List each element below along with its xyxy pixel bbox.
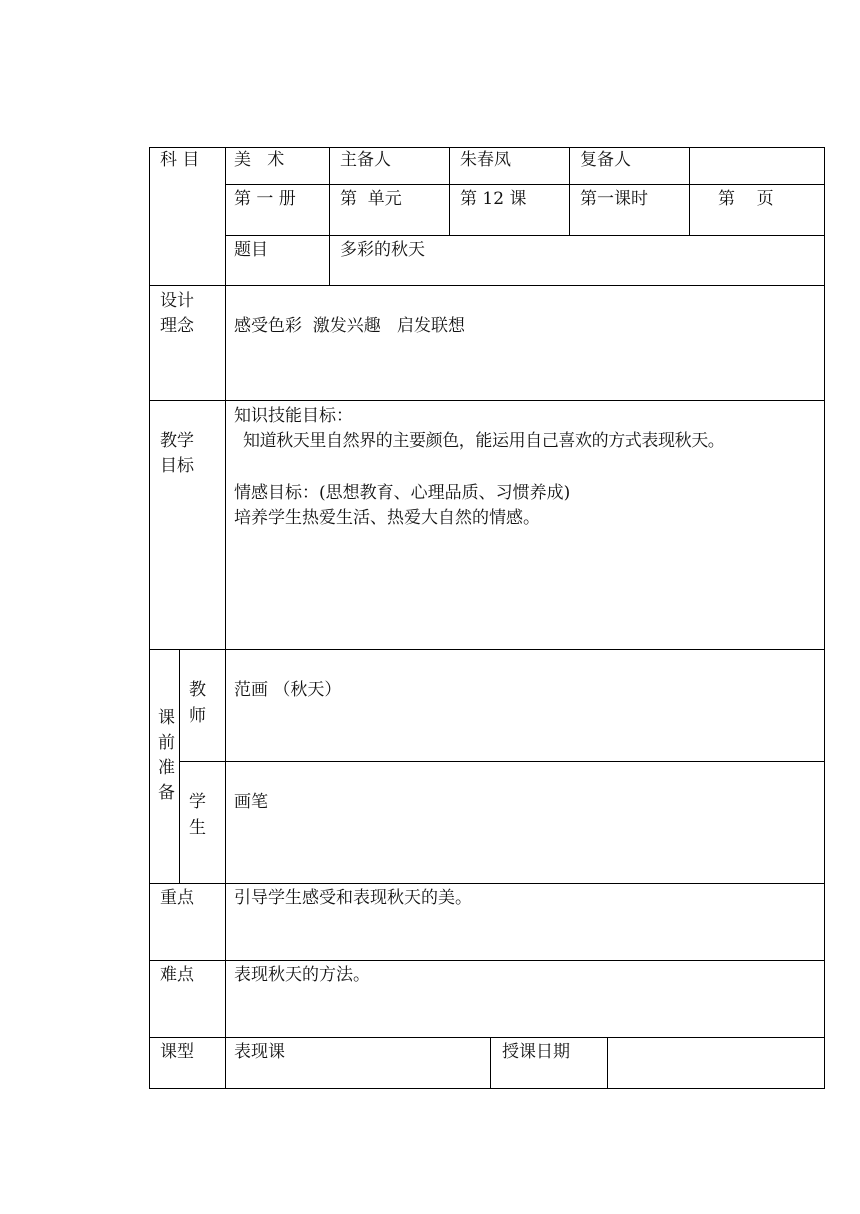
- table-line: [149, 960, 825, 961]
- difficulty-label: 难点: [160, 965, 194, 985]
- focus-label: 重点: [160, 888, 194, 908]
- table-line: [607, 1037, 608, 1089]
- table-line: [490, 1037, 491, 1089]
- difficulty-content: 表现秋天的方法。: [234, 965, 370, 985]
- student-label-char: 学: [189, 792, 206, 812]
- table-line: [149, 1037, 825, 1038]
- table-line: [225, 147, 226, 1089]
- goals-line-2: 知道秋天里自然界的主要颜色，能运用自己喜欢的方式表现秋天。: [243, 431, 725, 451]
- preparer-value: 朱春凤: [460, 150, 511, 170]
- table-line: [225, 184, 825, 185]
- goals-line-3: 情感目标：(思想教育、心理品质、习惯养成): [234, 483, 571, 503]
- table-line: [149, 147, 150, 1089]
- prep-label-char: 准: [158, 758, 175, 778]
- table-line: [824, 147, 825, 1089]
- design-label-line2: 理念: [160, 316, 194, 336]
- goals-line-1: 知识技能目标：: [234, 406, 353, 426]
- goals-line-4: 培养学生热爱生活、热爱大自然的情感。: [234, 508, 540, 528]
- type-content: 表现课: [234, 1042, 285, 1062]
- unit-cell: 第 单元: [340, 189, 402, 209]
- table-line: [689, 147, 690, 236]
- table-line: [149, 649, 825, 650]
- teacher-content: 范画 （秋天）: [234, 680, 342, 700]
- prep-label-char: 课: [158, 708, 175, 728]
- table-line: [225, 235, 825, 236]
- topic-label: 题目: [234, 240, 268, 260]
- student-content: 画笔: [234, 792, 268, 812]
- topic-value: 多彩的秋天: [340, 240, 425, 260]
- date-label: 授课日期: [502, 1042, 570, 1062]
- teacher-label-char: 教: [189, 680, 206, 700]
- table-line: [149, 400, 825, 401]
- lesson-cell: 第 12 课: [460, 189, 527, 209]
- subject-label: 科 目: [160, 150, 200, 170]
- reviewer-label: 复备人: [580, 150, 631, 170]
- prep-label-char: 备: [158, 783, 175, 803]
- focus-content: 引导学生感受和表现秋天的美。: [234, 888, 472, 908]
- student-label-char: 生: [189, 818, 206, 838]
- design-content: 感受色彩 激发兴趣 启发联想: [234, 316, 466, 336]
- table-line: [149, 1088, 825, 1089]
- table-line: [449, 147, 450, 236]
- type-label: 课型: [160, 1042, 194, 1062]
- subject-value: 美 术: [234, 150, 285, 170]
- table-line: [179, 649, 180, 884]
- table-line: [149, 285, 825, 286]
- volume-cell: 第 一 册: [234, 189, 296, 209]
- goals-label-line2: 目标: [160, 456, 194, 476]
- goals-label-line1: 教学: [160, 431, 194, 451]
- table-line: [179, 761, 825, 762]
- teacher-label-char: 师: [189, 706, 206, 726]
- table-line: [149, 883, 825, 884]
- table-line: [569, 147, 570, 236]
- prep-label-char: 前: [158, 733, 175, 753]
- page-cell: 第 页: [718, 189, 774, 209]
- preparer-label: 主备人: [340, 150, 391, 170]
- design-label-line1: 设计: [160, 291, 194, 311]
- period-cell: 第一课时: [580, 189, 648, 209]
- table-line: [329, 147, 330, 286]
